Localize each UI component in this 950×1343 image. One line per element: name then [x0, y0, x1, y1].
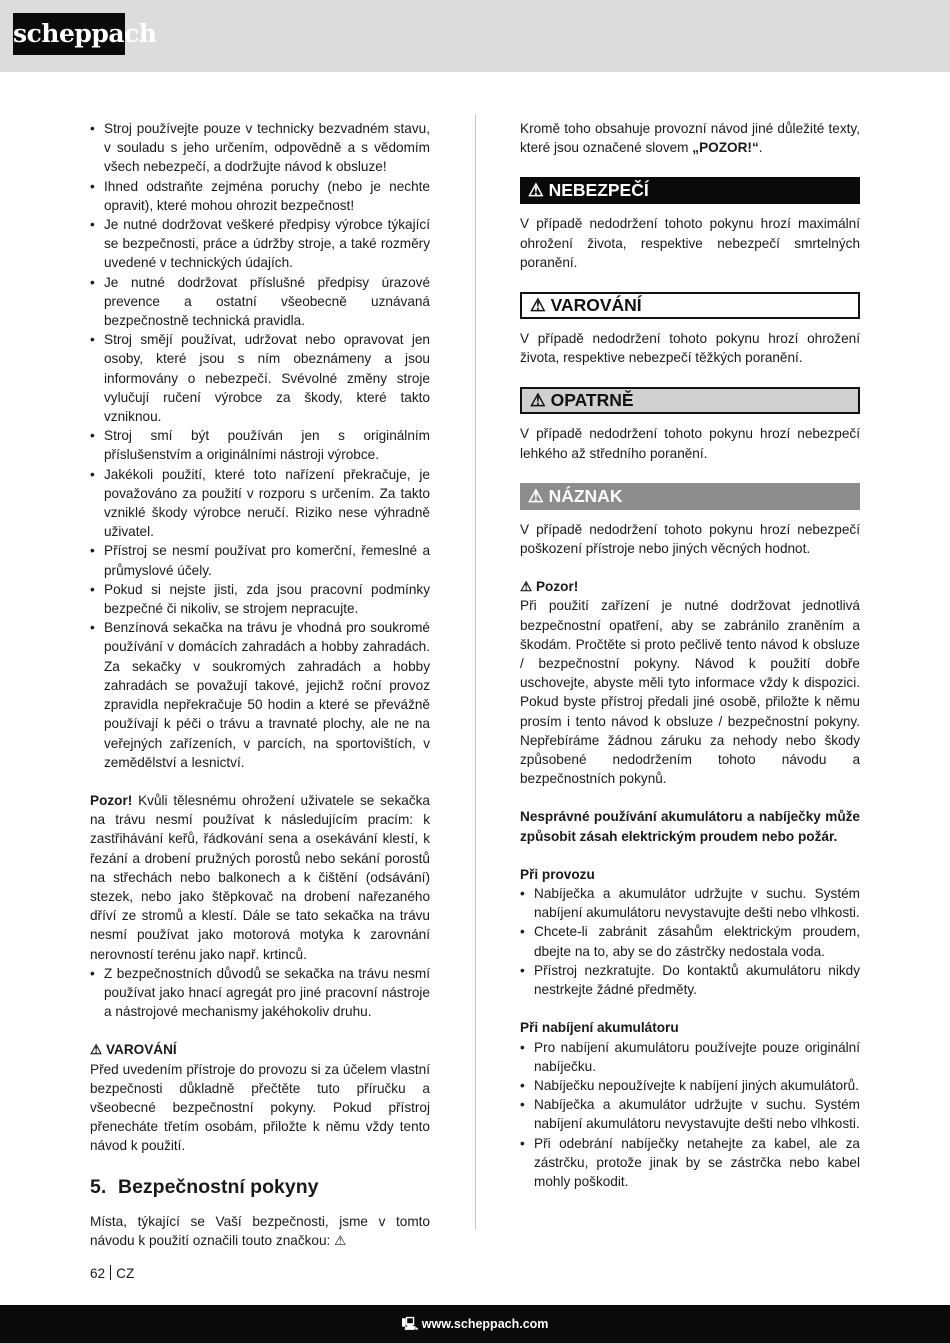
section-text: Místa, týkající se Vaší bezpečnosti, jsme v tomto návodu k použití označili touto značkou: ⚠: [90, 1213, 430, 1248]
list-item: • Je nutné dodržovat veškeré předpisy výrobce týkající se bezpečnosti, práce a údržby stroje, a také rozměry uvedené v technických údajích.: [90, 215, 430, 273]
list-item: • Pro nabíjení akumulátoru používejte pouze originální nabíječku.: [520, 1038, 860, 1076]
list-item: • Ihned odstraňte zejména poruchy (nebo je nechte opravit), které mohou ohrozit bezpečnost!: [90, 177, 430, 215]
danger-text: V případě nedodržení tohoto pokynu hrozí maximální ohrožení života, respektive nebezpečí smrtelných poranění.: [520, 216, 860, 270]
operation-title: Při provozu: [520, 866, 595, 882]
caution-text: V případě nedodržení tohoto pokynu hrozí nebezpečí lehkého až středního poranění.: [520, 426, 860, 461]
page-number: 62: [90, 1266, 106, 1281]
list-item: • Pokud si nejste jisti, zda jsou pracovní podmínky bezpečné či nikoliv, se strojem nepracujte.: [90, 580, 430, 618]
warning-icon: ⚠: [530, 390, 546, 411]
attention-heading: [520, 577, 860, 596]
danger-label: NEBEZPEČÍ: [548, 180, 649, 201]
list-item: • Nabíječku nepoužívejte k nabíjení jiných akumulátorů.: [520, 1076, 860, 1095]
list-item: • Stroj smí být používán jen s originálním příslušenstvím a originálními nástroji výrobce.: [90, 426, 430, 464]
warning-icon: ⚠: [528, 180, 544, 201]
list-item: • Přístroj se nesmí používat pro komerční, řemeslné a průmyslové účely.: [90, 541, 430, 579]
monitor-icon: 🖳: [401, 1317, 419, 1331]
intro-paragraph: [520, 119, 860, 157]
list-item: • Z bezpečnostních důvodů se sekačka na trávu nesmí používat jako hnací agregát pro jiné pracovní nástroje a nástrojové mechanismy jakéhokoliv druhu.: [90, 964, 430, 1022]
section-title-text: Bezpečnostní pokyny: [118, 1175, 319, 1198]
warning-heading: [90, 1040, 430, 1059]
warning-label: VAROVÁNÍ: [105, 1042, 177, 1058]
list-item: • Je nutné dodržovat příslušné předpisy úrazové prevence a ostatní všeobecně uznávaná bezpečnostně technická pravidla.: [90, 273, 430, 331]
page-header: [0, 0, 950, 72]
scheppach-logo: scheppach: [13, 13, 125, 55]
intro-bold: „POZOR!“: [692, 140, 759, 156]
intro-end: .: [758, 140, 763, 156]
page-footer: [0, 1305, 950, 1343]
list-item: • Stroj používejte pouze v technicky bezvadném stavu, v souladu s jeho určením, odpovědně a s vědomím všech nebezpečí, a dodržujte návod k obsluze!: [90, 119, 430, 177]
warning-icon: ⚠: [90, 1042, 103, 1058]
note-text: V případě nedodržení tohoto pokynu hrozí nebezpečí poškození přístroje nebo jiných věcných hodnot.: [520, 521, 860, 557]
right-column: [520, 119, 860, 1191]
attention-label: Pozor!: [535, 579, 579, 595]
section-number: 5.: [90, 1175, 107, 1198]
list-item: • Nabíječka a akumulátor udržujte v suchu. Systém nabíjení akumulátoru nevystavujte dešti nebo vlhkosti.: [520, 884, 860, 922]
operation-list: [520, 884, 860, 999]
warning-text: Před uvedením přístroje do provozu si za účelem vlastní bezpečnosti důkladně přečtěte tuto příručku a všeobecné bezpečnostní pokyny. Pokud přístroj přenecháte třetím osobám, přiložte k němu vždy tento návod k použití.: [90, 1061, 430, 1154]
note-label: NÁZNAK: [548, 485, 623, 506]
pozor-paragraph: [90, 791, 430, 964]
page-number-block: [90, 1265, 134, 1281]
list-item: • Stroj smějí používat, udržovat nebo opravovat jen osoby, které jsou s ním obeznámeny a jsou informovány o nebezpečí. Svévolné změny stroje vylučují ručení výrobce za škody, které takto vzniknou.: [90, 330, 430, 426]
note-box: [520, 483, 860, 510]
warning-box: [520, 292, 860, 319]
list-item: • Jakékoli použití, které toto nařízení překračuje, je považováno za použití v rozporu s určením. Za takto vzniklé škody výrobce neručí. Riziko nese výhradně uživatel.: [90, 465, 430, 542]
list-item: • Při odebrání nabíječky netahejte za kabel, ale za zástrčku, protože jinak by se zástrčka nebo kabel mohly poškodit.: [520, 1134, 860, 1192]
intro-text: Kromě toho obsahuje provozní návod jiné důležité texty, které jsou označené slovem: [520, 121, 860, 156]
charging-list: [520, 1038, 860, 1192]
list-item: • Nabíječka a akumulátor udržujte v suchu. Systém nabíjení akumulátoru nevystavujte dešti nebo vlhkosti.: [520, 1095, 860, 1133]
restriction-list: [90, 964, 430, 1022]
website-link[interactable]: www.scheppach.com: [421, 1317, 549, 1331]
list-item: • Přístroj nezkratujte. Do kontaktů akumulátoru nikdy nestrkejte žádné předměty.: [520, 961, 860, 999]
charging-title: Při nabíjení akumulátoru: [520, 1020, 679, 1036]
caution-label: OPATRNĚ: [550, 390, 634, 411]
left-column: [90, 119, 430, 1250]
warning-icon: ⚠: [528, 485, 544, 506]
attention-text: Při použití zařízení je nutné dodržovat jednotlivá bezpečnostní opatření, aby se zabránilo zraněním a škodám. Pročtěte si proto pečlivě tento návod k obsluze / bezpečnostní pokyny. Návod k použití dobře uschovejte, abyste měli tyto informace vždy k dispozici. Pokud byste přístroj předali jiné osobě, přiložte k němu prosím i tento návod k obsluze / bezpečnostní pokyny. Nepřebíráme žádnou záruku za nehody nebo škody způsobené nedodržením tohoto návodu a bezpečnostních pokynů.: [520, 598, 860, 787]
pozor-text: Kvůli tělesnému ohrožení uživatele se sekačka na trávu nesmí používat k následujícím pracím: k zastřihávání keřů, řádkování sena a osekávání klestí, k řezání a drobení pružných porostů nebo sekání porostů na střechách nebo balkonech a k čištění (odsávání) stezek, nebo jako štěpkovač na drobení nařezaného dříví ze stromů a klestí. Dále se tato sekačka na trávu nesmí používat jako motorová motyka k zarovnání nerovností terénu jako např. krtinců.: [90, 792, 430, 962]
warning-box-text: V případě nedodržení tohoto pokynu hrozí ohrožení života, respektive nebezpečí těžkých poranění.: [520, 331, 860, 366]
section-title: [90, 1174, 430, 1200]
warning-box-label: VAROVÁNÍ: [550, 295, 642, 316]
page-separator: [110, 1265, 111, 1280]
language-code: CZ: [116, 1266, 135, 1281]
list-item: • Chcete-li zabránit zásahům elektrickým proudem, dbejte na to, aby se do zástrčky nedostala voda.: [520, 922, 860, 960]
battery-warning: Nesprávné používání akumulátoru a nabíječky může způsobit zásah elektrickým proudem nebo požár.: [520, 809, 860, 844]
list-item: • Benzínová sekačka na trávu je vhodná pro soukromé používání v domácích zahradách a hobby zahradách. Za sekačky v soukromých zahradách a hobby zahradách se považují takové, jejichž roční provoz zpravidla nepřekračuje 50 hodin a které se převážně používají k péči o trávu a travnaté plochy, ale ne na veřejných zařízeních, v parcích, na sportovištích, v zemědělství a lesnictví.: [90, 618, 430, 772]
column-divider: [475, 114, 476, 1230]
danger-box: [520, 177, 860, 204]
safety-rules-list: [90, 119, 430, 772]
pozor-label: Pozor!: [90, 792, 133, 808]
warning-icon: ⚠: [520, 579, 533, 595]
warning-icon: ⚠: [530, 295, 546, 316]
caution-box: [520, 387, 860, 414]
